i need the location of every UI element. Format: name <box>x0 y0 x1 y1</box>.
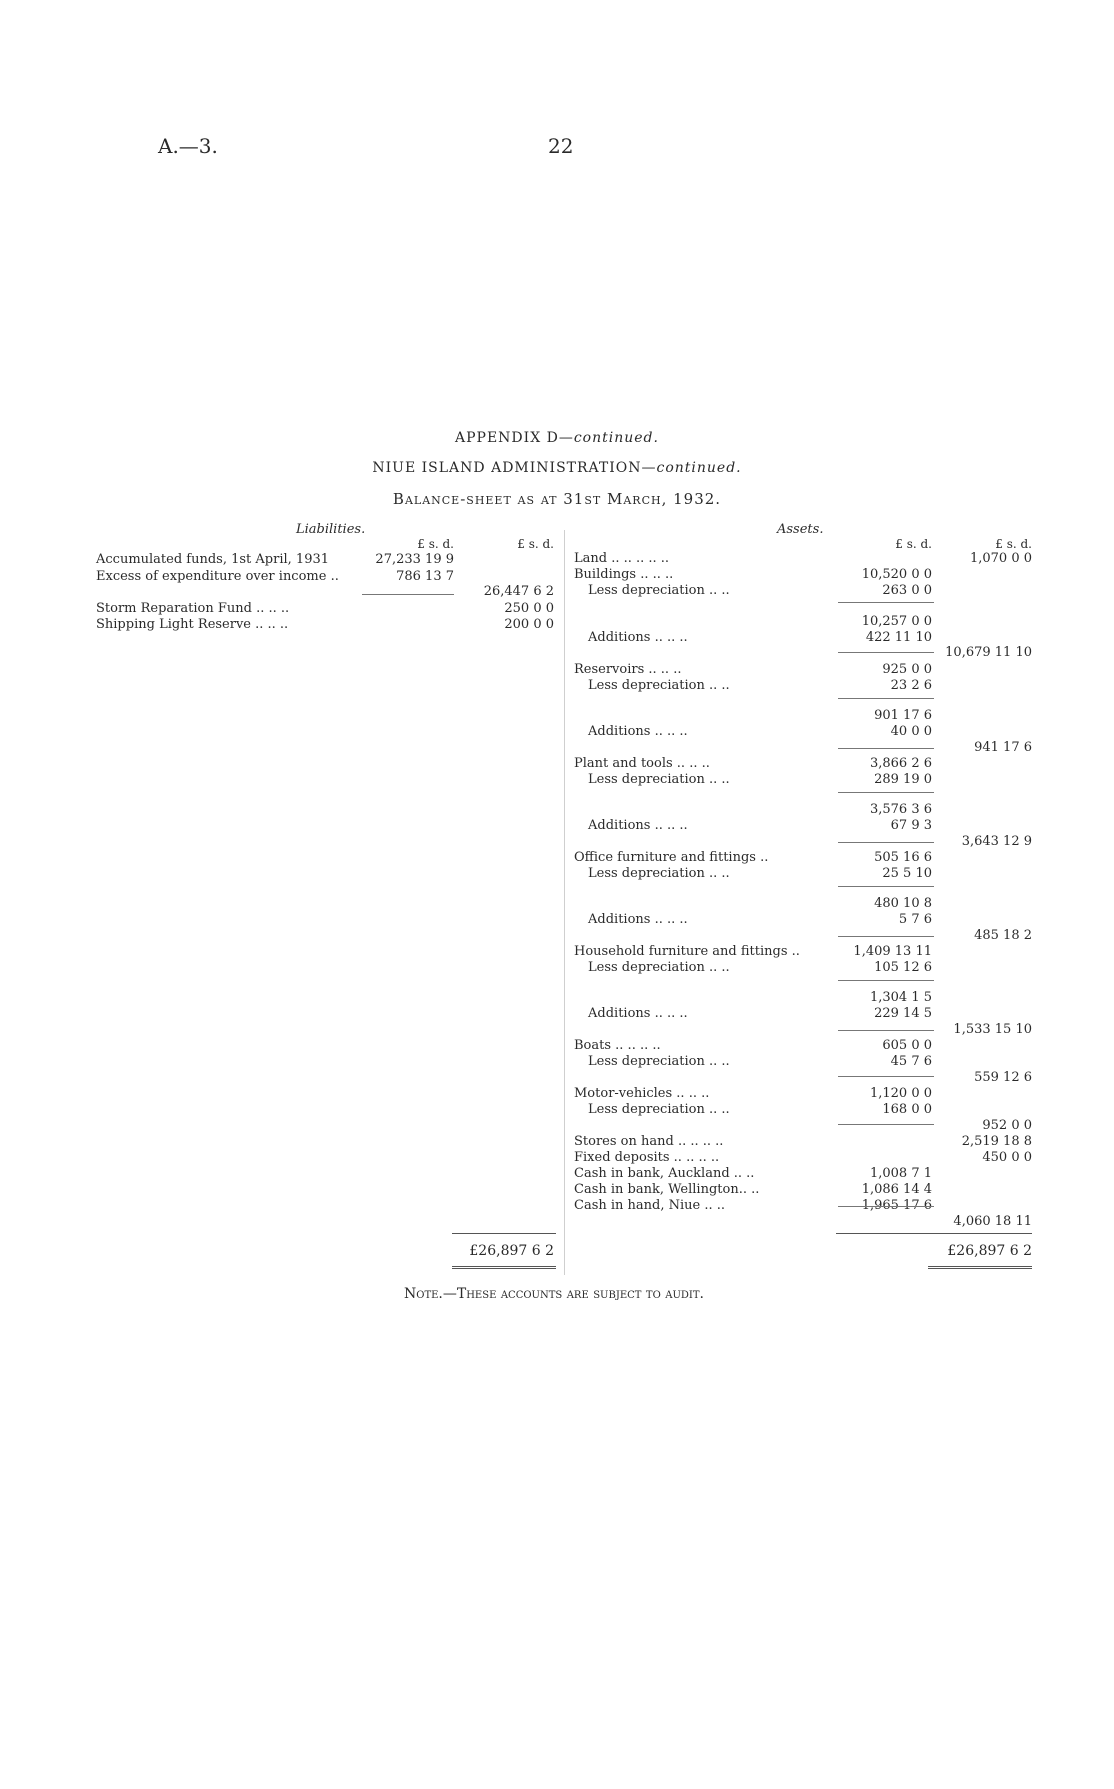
row-label: Less depreciation .. .. <box>588 678 730 693</box>
center-divider <box>564 530 565 1275</box>
balance-sheet-title: Balance-sheet as at 31st March, 1932. <box>392 490 722 508</box>
row-subamount: 1,965 17 6 <box>861 1198 932 1213</box>
row-label: Storm Reparation Fund .. .. .. <box>96 601 290 616</box>
assets-subtotal-rule <box>838 1030 934 1031</box>
row-subamount: 480 10 8 <box>874 896 932 911</box>
assets-grand-total: £26,897 6 2 <box>947 1243 1032 1259</box>
liabilities-grand-total: £26,897 6 2 <box>469 1243 554 1259</box>
row-label: Less depreciation .. .. <box>588 960 730 975</box>
page-number: 22 <box>548 134 574 158</box>
row-subamount: 263 0 0 <box>882 583 932 598</box>
row-total: 450 0 0 <box>982 1150 1032 1165</box>
assets-subtotal-rule <box>838 1206 934 1207</box>
row-subamount: 1,120 0 0 <box>869 1086 932 1101</box>
row-subamount: 10,257 0 0 <box>861 614 932 629</box>
assets-unit-sub: £ s. d. <box>895 537 932 551</box>
row-label: Boats .. .. .. .. <box>574 1038 661 1053</box>
assets-subtotal-rule <box>838 1076 934 1077</box>
assets-subtotal-rule <box>838 748 934 749</box>
row-total: 559 12 6 <box>974 1070 1032 1085</box>
row-subamount: 3,576 3 6 <box>869 802 932 817</box>
appendix-heading-text: APPENDIX D— <box>455 430 574 446</box>
row-subamount: 505 16 6 <box>874 850 932 865</box>
row-label: Less depreciation .. .. <box>588 772 730 787</box>
assets-unit-total: £ s. d. <box>995 537 1032 551</box>
row-subamount: 23 2 6 <box>890 678 932 693</box>
liabilities-total-rule-top <box>452 1233 556 1234</box>
row-subamount: 422 11 10 <box>865 630 932 645</box>
assets-subtotal-rule <box>838 980 934 981</box>
row-subamount: 45 7 6 <box>890 1054 932 1069</box>
row-subamount: 40 0 0 <box>890 724 932 739</box>
assets-title: Assets. <box>777 522 824 537</box>
row-total: 1,533 15 10 <box>953 1022 1032 1037</box>
row-subamount: 25 5 10 <box>882 866 932 881</box>
row-label: Additions .. .. .. <box>588 818 688 833</box>
row-label: Less depreciation .. .. <box>588 1102 730 1117</box>
row-subamount: 605 0 0 <box>882 1038 932 1053</box>
row-subamount: 289 19 0 <box>874 772 932 787</box>
row-label: Motor-vehicles .. .. .. <box>574 1086 710 1101</box>
appendix-heading-continued: continued. <box>573 430 659 446</box>
row-subamount: 67 9 3 <box>890 818 932 833</box>
row-label: Cash in hand, Niue .. .. <box>574 1198 726 1213</box>
row-label: Reservoirs .. .. .. <box>574 662 682 677</box>
row-total: 10,679 11 10 <box>945 645 1032 660</box>
administration-heading-text: NIUE ISLAND ADMINISTRATION— <box>372 460 657 476</box>
liabilities-unit-total: £ s. d. <box>517 537 554 551</box>
row-subamount: 168 0 0 <box>882 1102 932 1117</box>
row-subamount: 27,233 19 9 <box>375 552 454 567</box>
row-label: Cash in bank, Auckland .. .. <box>574 1166 755 1181</box>
row-total: 250 0 0 <box>504 601 554 616</box>
liabilities-title: Liabilities. <box>296 522 366 537</box>
audit-note: Note.—These accounts are subject to audit. <box>404 1286 704 1302</box>
assets-subtotal-rule <box>838 792 934 793</box>
row-label: Additions .. .. .. <box>588 630 688 645</box>
row-label: Buildings .. .. .. <box>574 567 674 582</box>
row-label: Land .. .. .. .. .. <box>574 551 670 566</box>
assets-subtotal-rule <box>838 936 934 937</box>
row-total: 952 0 0 <box>982 1118 1032 1133</box>
row-total: 2,519 18 8 <box>961 1134 1032 1149</box>
row-label: Shipping Light Reserve .. .. .. <box>96 617 289 632</box>
assets-total-rule-top <box>836 1233 1032 1234</box>
appendix-heading <box>0 430 1114 446</box>
row-label: Fixed deposits .. .. .. .. <box>574 1150 720 1165</box>
assets-subtotal-rule <box>838 842 934 843</box>
row-subamount: 3,866 2 6 <box>869 756 932 771</box>
row-label: Less depreciation .. .. <box>588 866 730 881</box>
administration-heading-continued: continued. <box>656 460 742 476</box>
row-total: 1,070 0 0 <box>969 551 1032 566</box>
row-subamount: 5 7 6 <box>898 912 932 927</box>
row-label: Additions .. .. .. <box>588 724 688 739</box>
row-label: Office furniture and fittings .. <box>574 850 769 865</box>
liabilities-subtotal-rule <box>362 594 454 595</box>
row-label: Excess of expenditure over income .. <box>96 569 339 584</box>
row-subamount: 105 12 6 <box>874 960 932 975</box>
row-subamount: 1,304 1 5 <box>869 990 932 1005</box>
liabilities-total-rule-bottom <box>452 1266 556 1269</box>
assets-subtotal-rule <box>838 602 934 603</box>
row-label: Plant and tools .. .. .. <box>574 756 710 771</box>
row-label: Household furniture and fittings .. <box>574 944 800 959</box>
page-reference: A.—3. <box>158 134 218 158</box>
row-total: 485 18 2 <box>974 928 1032 943</box>
row-label: Less depreciation .. .. <box>588 1054 730 1069</box>
row-total: 26,447 6 2 <box>483 584 554 599</box>
row-subamount: 10,520 0 0 <box>861 567 932 582</box>
row-total: 3,643 12 9 <box>961 834 1032 849</box>
row-subamount: 786 13 7 <box>396 569 454 584</box>
assets-subtotal-rule <box>838 698 934 699</box>
row-subamount: 901 17 6 <box>874 708 932 723</box>
row-total: 200 0 0 <box>504 617 554 632</box>
row-subamount: 925 0 0 <box>882 662 932 677</box>
row-total: 4,060 18 11 <box>953 1214 1032 1229</box>
administration-heading <box>0 460 1114 476</box>
row-label: Additions .. .. .. <box>588 912 688 927</box>
row-label: Stores on hand .. .. .. .. <box>574 1134 724 1149</box>
row-label: Accumulated funds, 1st April, 1931 <box>96 552 330 567</box>
row-label: Cash in bank, Wellington.. .. <box>574 1182 760 1197</box>
row-subamount: 229 14 5 <box>874 1006 932 1021</box>
row-label: Additions .. .. .. <box>588 1006 688 1021</box>
assets-subtotal-rule <box>838 1124 934 1125</box>
liabilities-unit-sub: £ s. d. <box>417 537 454 551</box>
row-subamount: 1,409 13 11 <box>853 944 932 959</box>
assets-subtotal-rule <box>838 652 934 653</box>
assets-subtotal-rule <box>838 886 934 887</box>
row-label: Less depreciation .. .. <box>588 583 730 598</box>
assets-total-rule-bottom <box>928 1266 1032 1269</box>
row-subamount: 1,008 7 1 <box>869 1166 932 1181</box>
row-subamount: 1,086 14 4 <box>861 1182 932 1197</box>
row-total: 941 17 6 <box>974 740 1032 755</box>
